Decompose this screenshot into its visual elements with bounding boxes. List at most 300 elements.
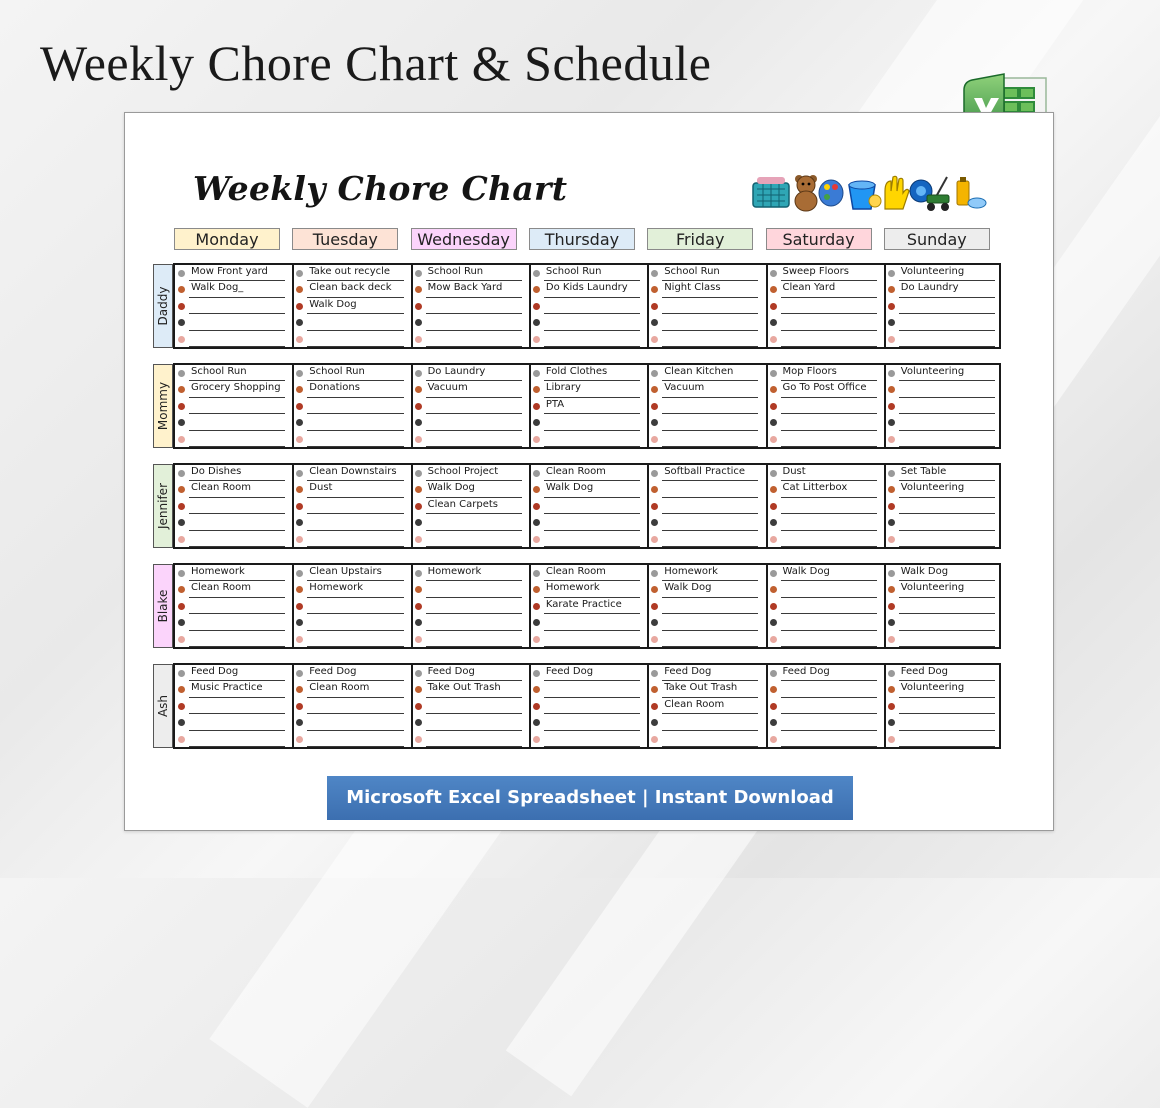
bullet-dot-icon [888,370,895,377]
chore-row[interactable] [650,331,764,347]
chore-row[interactable] [769,681,883,697]
chore-row[interactable] [414,465,528,481]
column-divider [292,265,294,347]
chore-row[interactable] [887,731,1001,747]
chore-text: School Run [545,266,602,277]
chore-row[interactable] [414,265,528,281]
chore-row[interactable] [887,681,1001,697]
bullet-dot-icon [178,570,185,577]
chore-row[interactable] [532,314,646,330]
chore-row[interactable] [414,331,528,347]
bullet-dot-icon [651,403,658,410]
chore-row[interactable] [414,381,528,397]
chore-column-saturday [769,565,883,647]
bullet-dot-icon [651,336,658,343]
chore-row[interactable] [532,598,646,614]
chore-text: Grocery Shopping [191,382,281,394]
chore-row[interactable] [532,714,646,730]
row-underline [781,746,877,747]
chore-row[interactable] [177,414,291,430]
chore-row[interactable] [414,665,528,681]
chore-row[interactable] [769,465,883,481]
chore-column-monday [177,565,291,647]
chore-row[interactable] [295,714,409,730]
chore-row[interactable] [295,698,409,714]
chore-row[interactable] [414,565,528,581]
bullet-dot-icon [296,470,303,477]
chore-row[interactable] [177,331,291,347]
column-divider [884,365,886,447]
bullet-dot-icon [178,419,185,426]
bullet-dot-icon [178,619,185,626]
bullet-dot-icon [770,419,777,426]
bullet-dot-icon [770,336,777,343]
row-underline [781,546,877,547]
chore-row[interactable] [532,431,646,447]
bullet-dot-icon [651,386,658,393]
chore-row[interactable] [177,314,291,330]
chore-row[interactable] [650,681,764,697]
chore-row[interactable] [887,498,1001,514]
chore-row[interactable] [414,481,528,497]
chore-row[interactable] [650,498,764,514]
chore-text: Clean Kitchen [664,366,734,377]
chore-row[interactable] [414,398,528,414]
chore-row[interactable] [177,398,291,414]
chore-row[interactable] [887,714,1001,730]
column-divider [529,365,531,447]
bullet-dot-icon [415,286,422,293]
chore-text: Clean Room [545,466,606,477]
chore-row[interactable] [295,314,409,330]
chore-row[interactable] [532,365,646,381]
person-name: Mommy [156,381,170,431]
bullet-dot-icon [651,436,658,443]
column-divider [884,565,886,647]
bullet-dot-icon [770,636,777,643]
chore-row[interactable] [769,581,883,597]
chore-row[interactable] [769,698,883,714]
bullet-dot-icon [533,719,540,726]
chore-row[interactable] [650,565,764,581]
bullet-dot-icon [296,303,303,310]
chore-row[interactable] [887,614,1001,630]
chore-row[interactable] [769,381,883,397]
person-name: Blake [156,589,170,623]
chore-row[interactable] [650,514,764,530]
bullet-dot-icon [770,570,777,577]
column-divider [647,265,649,347]
chore-row[interactable] [177,481,291,497]
chore-column-thursday [532,465,646,547]
chore-column-sunday [887,565,1001,647]
chore-row[interactable] [177,598,291,614]
chore-row[interactable] [887,414,1001,430]
bullet-dot-icon [296,419,303,426]
chore-text: Clean Room [545,566,606,577]
chore-row[interactable] [177,365,291,381]
chore-row[interactable] [177,731,291,747]
row-underline [307,546,403,547]
chore-row[interactable] [650,431,764,447]
chore-row[interactable] [414,314,528,330]
bullet-dot-icon [178,270,185,277]
column-divider [411,465,413,547]
chore-row[interactable] [177,581,291,597]
chore-row[interactable] [650,265,764,281]
chore-row[interactable] [532,665,646,681]
chore-row[interactable] [177,465,291,481]
chore-row[interactable] [650,631,764,647]
chore-row[interactable] [769,281,883,297]
bullet-dot-icon [178,336,185,343]
chore-row[interactable] [769,714,883,730]
chore-row[interactable] [177,614,291,630]
bullet-dot-icon [415,403,422,410]
chore-row[interactable] [769,481,883,497]
chore-row[interactable] [769,498,883,514]
chore-row[interactable] [532,681,646,697]
chore-column-saturday [769,465,883,547]
chore-row[interactable] [295,614,409,630]
chore-row[interactable] [650,598,764,614]
chore-row[interactable] [532,398,646,414]
chore-row[interactable] [295,281,409,297]
chore-row[interactable] [650,298,764,314]
column-divider [292,465,294,547]
chore-column-thursday [532,365,646,447]
chore-row[interactable] [769,414,883,430]
chore-row[interactable] [769,514,883,530]
chore-row[interactable] [177,514,291,530]
chore-text: Walk Dog [545,482,594,494]
bullet-dot-icon [888,586,895,593]
bullet-dot-icon [651,619,658,626]
chore-row[interactable] [769,398,883,414]
chore-row[interactable] [532,298,646,314]
chore-row[interactable] [177,665,291,681]
chore-row[interactable] [769,531,883,547]
chore-row[interactable] [532,414,646,430]
chore-row[interactable] [532,331,646,347]
bullet-dot-icon [533,370,540,377]
row-underline [426,346,522,347]
chore-row[interactable] [414,298,528,314]
chore-row[interactable] [650,665,764,681]
chore-row[interactable] [887,365,1001,381]
bullet-dot-icon [888,419,895,426]
bullet-dot-icon [415,736,422,743]
bullet-dot-icon [178,636,185,643]
bullet-dot-icon [888,736,895,743]
chore-text: Vacuum [664,382,705,394]
chore-row[interactable] [769,431,883,447]
bullet-dot-icon [651,586,658,593]
chore-row[interactable] [887,698,1001,714]
chore-group-daddy [173,263,1001,349]
chore-row[interactable] [414,431,528,447]
chore-row[interactable] [887,314,1001,330]
chore-row[interactable] [295,531,409,547]
chore-text: Walk Dog [900,566,949,577]
chore-text: Set Table [900,466,947,477]
bullet-dot-icon [296,719,303,726]
chore-group-ash [173,663,1001,749]
chore-row[interactable] [414,698,528,714]
chore-row[interactable] [295,398,409,414]
bullet-dot-icon [651,370,658,377]
chore-row[interactable] [650,465,764,481]
chore-column-tuesday [295,265,409,347]
chore-row[interactable] [650,714,764,730]
chore-row[interactable] [177,698,291,714]
bullet-dot-icon [888,403,895,410]
chore-row[interactable] [650,731,764,747]
column-divider [766,665,768,747]
chore-row[interactable] [414,598,528,614]
bullet-dot-icon [770,586,777,593]
chore-row[interactable] [295,731,409,747]
chore-row[interactable] [414,414,528,430]
chore-row[interactable] [532,531,646,547]
chore-row[interactable] [769,265,883,281]
chore-row[interactable] [887,431,1001,447]
chore-row[interactable] [177,565,291,581]
chore-row[interactable] [887,531,1001,547]
chore-row[interactable] [295,514,409,530]
chore-row[interactable] [414,531,528,547]
chore-row[interactable] [650,398,764,414]
chore-row[interactable] [295,498,409,514]
chore-row[interactable] [295,565,409,581]
chore-row[interactable] [295,298,409,314]
chore-row[interactable] [532,581,646,597]
chore-row[interactable] [650,481,764,497]
chore-row[interactable] [295,581,409,597]
chore-row[interactable] [887,465,1001,481]
chore-row[interactable] [887,581,1001,597]
chore-row[interactable] [887,665,1001,681]
chore-row[interactable] [887,381,1001,397]
bullet-dot-icon [533,286,540,293]
chore-row[interactable] [650,314,764,330]
row-underline [307,346,403,347]
chore-row[interactable] [532,631,646,647]
chore-row[interactable] [177,431,291,447]
chore-row[interactable] [650,281,764,297]
bullet-dot-icon [533,303,540,310]
bullet-dot-icon [770,719,777,726]
chore-row[interactable] [769,298,883,314]
chore-row[interactable] [532,381,646,397]
bullet-dot-icon [888,570,895,577]
chore-row[interactable] [887,331,1001,347]
chore-text: Feed Dog [782,666,830,677]
chore-row[interactable] [532,481,646,497]
chore-row[interactable] [887,481,1001,497]
chore-row[interactable] [532,514,646,530]
chore-text: Mow Back Yard [427,282,503,294]
chore-row[interactable] [295,381,409,397]
chore-row[interactable] [295,431,409,447]
chore-row[interactable] [650,414,764,430]
chore-row[interactable] [177,498,291,514]
chore-row[interactable] [414,581,528,597]
chore-row[interactable] [532,498,646,514]
bullet-dot-icon [651,503,658,510]
chore-row[interactable] [887,565,1001,581]
chore-row[interactable] [532,281,646,297]
bullet-dot-icon [651,570,658,577]
chore-row[interactable] [650,381,764,397]
chore-text: Softball Practice [664,466,746,477]
chore-row[interactable] [295,331,409,347]
bullet-dot-icon [888,386,895,393]
chore-row[interactable] [887,281,1001,297]
chore-row[interactable] [177,631,291,647]
chore-text: Do Kids Laundry [545,282,628,294]
chore-row[interactable] [532,698,646,714]
chore-row[interactable] [769,598,883,614]
chore-text: Dust [309,482,333,494]
teddy-bear-icon [795,175,817,211]
chore-text: Feed Dog [191,666,239,677]
chore-text: Walk Dog_ [191,282,244,294]
bullet-dot-icon [533,403,540,410]
chore-column-friday [650,565,764,647]
bullet-dot-icon [770,670,777,677]
chore-row[interactable] [769,665,883,681]
person-name: Ash [156,694,170,718]
chore-row[interactable] [887,598,1001,614]
bullet-dot-icon [296,486,303,493]
chore-row[interactable] [295,598,409,614]
row-underline [426,746,522,747]
chore-row[interactable] [650,365,764,381]
chore-text: Clean Downstairs [309,466,397,477]
chore-row[interactable] [769,365,883,381]
row-underline [662,546,758,547]
column-divider [529,265,531,347]
chore-row[interactable] [769,331,883,347]
chore-row[interactable] [295,265,409,281]
chore-row[interactable] [887,514,1001,530]
chore-row[interactable] [769,314,883,330]
chore-text: School Run [191,366,247,377]
bullet-dot-icon [770,286,777,293]
chore-row[interactable] [414,731,528,747]
chore-text: Feed Dog [427,666,475,677]
bullet-dot-icon [415,319,422,326]
chore-text: Clean Room [191,482,252,494]
chore-row[interactable] [532,265,646,281]
chore-row[interactable] [650,531,764,547]
chore-row[interactable] [295,465,409,481]
chore-text: School Run [664,266,720,277]
chore-row[interactable] [887,631,1001,647]
chore-icons [751,173,987,213]
chore-row[interactable] [177,531,291,547]
bullet-dot-icon [415,370,422,377]
chore-row[interactable] [295,631,409,647]
row-underline [307,746,403,747]
bullet-dot-icon [533,670,540,677]
chore-row[interactable] [887,265,1001,281]
chore-row[interactable] [177,265,291,281]
chore-row[interactable] [177,381,291,397]
chore-row[interactable] [769,731,883,747]
chore-row[interactable] [769,614,883,630]
chore-row[interactable] [414,514,528,530]
chore-row[interactable] [177,714,291,730]
chore-row[interactable] [532,614,646,630]
bullet-dot-icon [178,503,185,510]
bullet-dot-icon [888,636,895,643]
chore-column-wednesday [414,465,528,547]
row-underline [899,746,995,747]
chore-row[interactable] [414,681,528,697]
bullet-dot-icon [888,536,895,543]
chore-row[interactable] [769,631,883,647]
chore-row[interactable] [532,465,646,481]
chore-row[interactable] [769,565,883,581]
person-tab-ash [153,664,173,748]
chore-row[interactable] [532,565,646,581]
bullet-dot-icon [415,703,422,710]
chore-column-friday [650,665,764,747]
chore-row[interactable] [177,681,291,697]
bullet-dot-icon [415,719,422,726]
chore-row[interactable] [414,614,528,630]
chore-row[interactable] [887,298,1001,314]
chore-row[interactable] [414,498,528,514]
chore-text: Volunteering [900,682,965,694]
chore-row[interactable] [295,414,409,430]
chore-row[interactable] [532,731,646,747]
chore-row[interactable] [887,398,1001,414]
cleaning-supplies-icon [957,177,986,208]
column-divider [411,565,413,647]
row-underline [662,646,758,647]
chore-text: Walk Dog [427,482,475,494]
chore-row[interactable] [650,614,764,630]
chore-row[interactable] [650,581,764,597]
bullet-dot-icon [888,436,895,443]
chore-row[interactable] [650,698,764,714]
chore-row[interactable] [414,281,528,297]
chore-row[interactable] [295,481,409,497]
chore-row[interactable] [414,714,528,730]
bullet-dot-icon [888,286,895,293]
row-underline [781,646,877,647]
chore-column-monday [177,465,291,547]
chore-row[interactable] [177,281,291,297]
download-banner[interactable]: Microsoft Excel Spreadsheet | Instant Download [327,776,853,820]
bullet-dot-icon [651,303,658,310]
chore-row[interactable] [295,365,409,381]
chore-row[interactable] [295,665,409,681]
bullet-dot-icon [888,486,895,493]
chore-chart-sheet [124,112,1054,831]
chore-column-tuesday [295,665,409,747]
chore-row[interactable] [295,681,409,697]
chore-row[interactable] [177,298,291,314]
bullet-dot-icon [533,436,540,443]
chore-row[interactable] [414,365,528,381]
chore-row[interactable] [414,631,528,647]
bullet-dot-icon [415,636,422,643]
bullet-dot-icon [651,636,658,643]
